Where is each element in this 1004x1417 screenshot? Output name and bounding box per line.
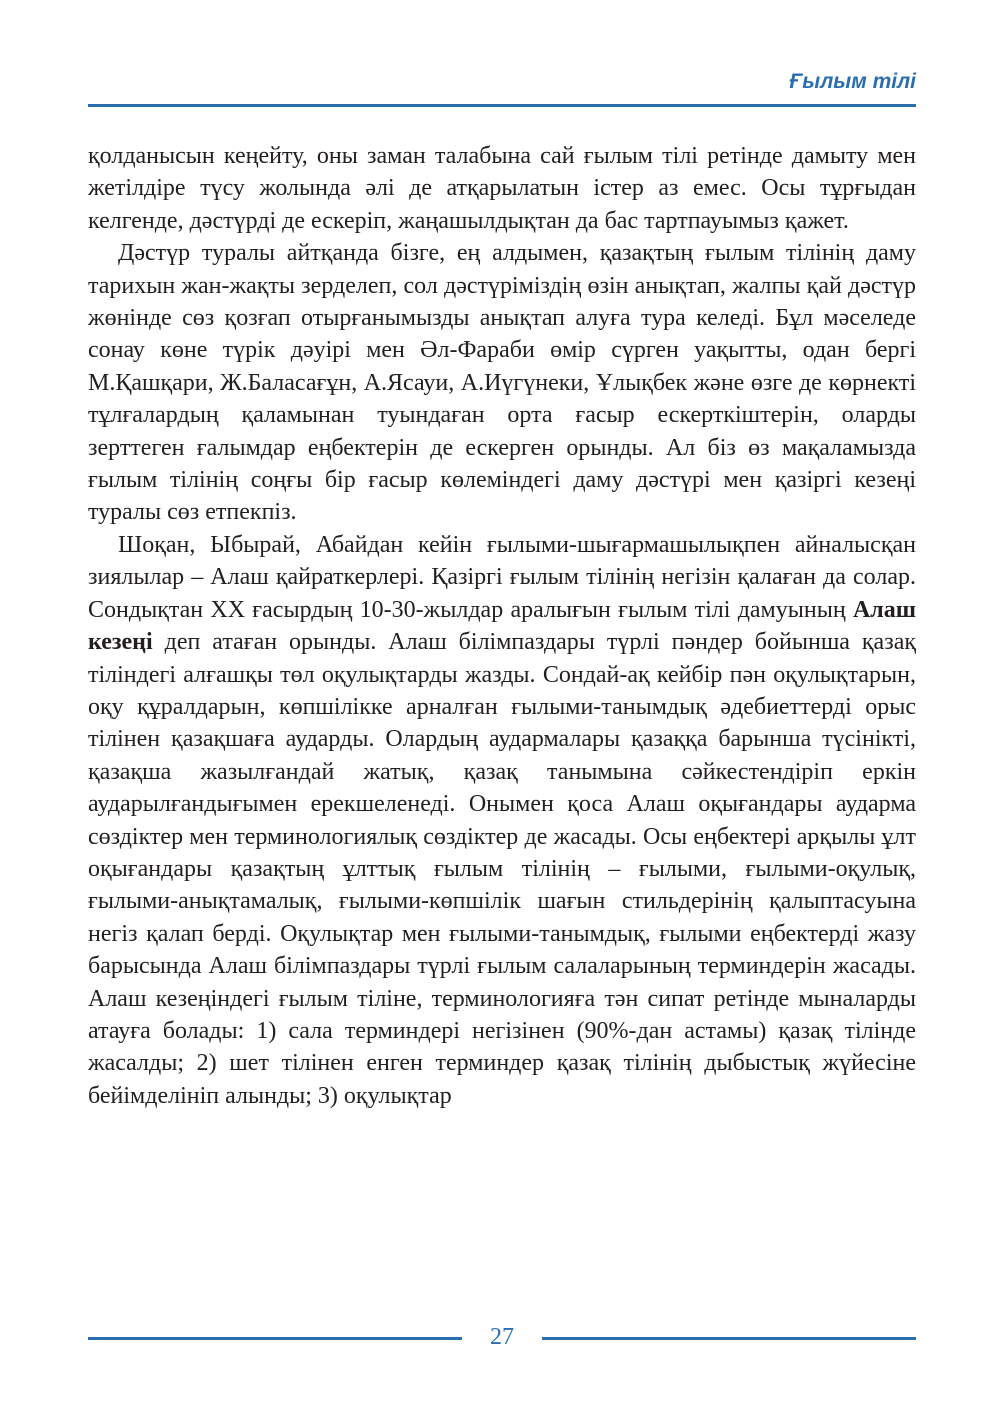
paragraph-3 (88, 529, 916, 1112)
footer-rule-left (88, 1337, 462, 1340)
bold-term-alash-period: Алаш кезеңі (88, 596, 916, 656)
paragraph-2: Дәстүр туралы айтқанда бізге, ең алдымен, қазақтың ғылым тілінің даму тарихын жан-жақты зерделеп, сол дәстүріміздің өзін анықтап, жалпы қай дәстүр жөнінде сөз қозғап отырғанымызды анықтап алуға тура келеді. Бұл мәселеде сонау көне түрік дәуірі мен Әл-Фараби өмір сүрген уақытты, одан бергі М.Қашқари, Ж.Баласағұн, А.Ясауи, А.Иүгүнеки, Ұлықбек және өзге де көрнекті тұлғалардың қаламынан туындаған орта ғасыр ескерткіштерін, оларды зерттеген ғалымдар еңбектерін де ескерген орынды. Ал біз өз мақаламызда ғылым тілінің соңғы бір ғасыр көлеміндегі даму дәстүрі мен қазіргі кезеңі туралы сөз етпекпіз. (88, 240, 916, 526)
paragraph-3-text-end: деп атаған орынды. Алаш білімпаздары түрлі пәндер бойынша қазақ тіліндегі алғашқы төл оқулықтарды жазды. Сондай-ақ кейбір пән оқулықтарын, оқу құралдарын, көпшілікке арналған ғылыми-танымдық әдебиеттерді орыс тілінен қазақшаға аударды. Олардың аудармалары қазаққа барынша түсінікті, қазақша жазылғандай жатық, қазақ танымына сәйкестендіріп еркін аударылғандығымен ерекшеленеді. Онымен қоса Алаш оқығандары аударма сөздіктер мен терминологиялық сөздіктер де жасады. Осы еңбектері арқылы ұлт оқығандары қазақтың ұлттық ғылым тілінің – ғылыми, ғылыми-оқулық, ғылыми-анықтамалық, ғылыми-көпшілік шағын стильдерінің қалыптасуына негіз қалап берді. Оқулықтар мен ғылыми-танымдық, ғылыми еңбектерді жазу барысында Алаш білімпаздары түрлі ғылым салаларының терминдерін жасады. Алаш кезеңіндегі ғылым тіліне, терминологияға тән сипат ретінде мыналарды атауға болады: 1) сала терминдері негізінен (90%-дан астамы) қазақ тілінде жасалды; 2) шет тілінен енген терминдер қазақ тілінің дыбыстық жүйесіне бейімделініп алынды; 3) оқулықтар (88, 629, 916, 1109)
body-text (88, 140, 916, 1112)
page-number: 27 (490, 1324, 514, 1350)
running-head-title: Ғылым тілі (789, 70, 916, 93)
paragraph-1: қолданысын кеңейту, оны заман талабына сай ғылым тілі ретінде дамыту мен жетілдіре түсу жолында әлі де атқарылатын істер аз емес. Осы тұрғыдан келгенде, дәстүрді де ескеріп, жаңашылдықтан да бас тартпауымыз қажет. (88, 143, 916, 234)
header-rule (88, 104, 916, 107)
footer-rule-right (542, 1337, 916, 1340)
paragraph-3-text-start: Шоқан, Ыбырай, Абайдан кейін ғылыми-шығармашылықпен айналысқан зиялылар – Алаш қайраткерлері. Қазіргі ғылым тілінің негізін қалаған да солар. Сондықтан ХХ ғасырдың 10-30-жылдар аралығын ғылым тілі дамуының (88, 531, 916, 623)
